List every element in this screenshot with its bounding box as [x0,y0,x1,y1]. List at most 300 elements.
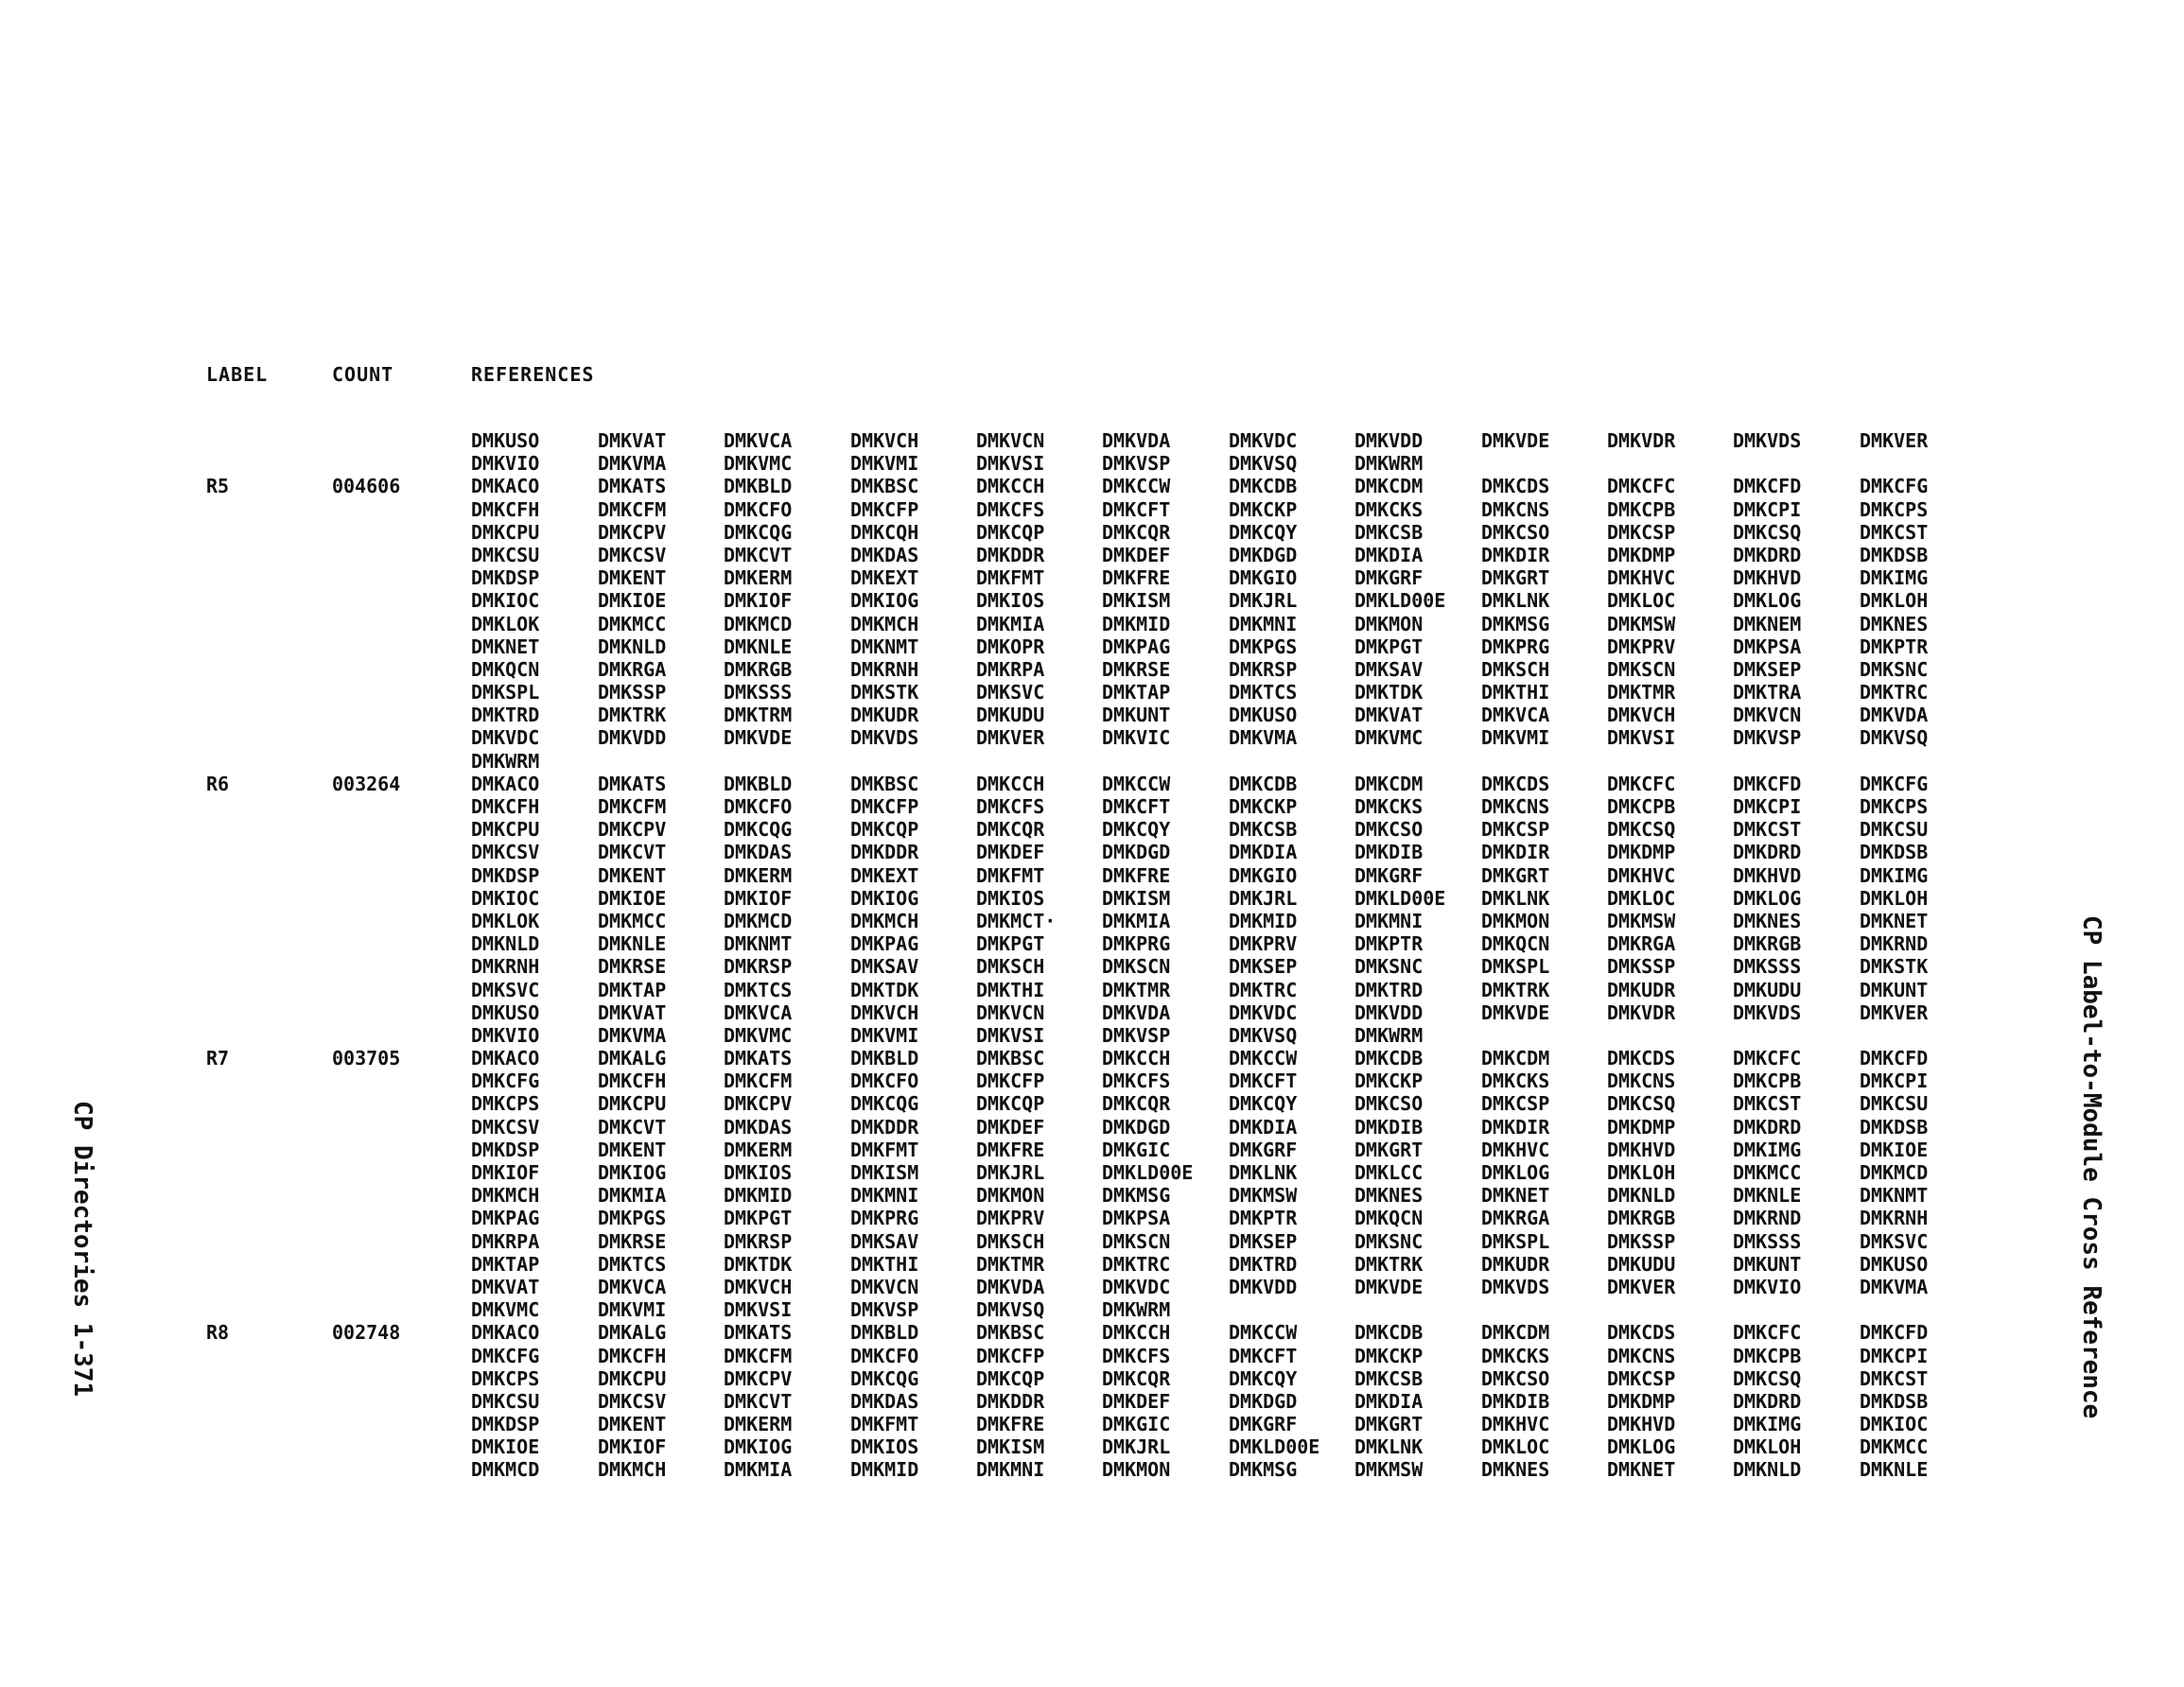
module-reference: DMKCPB [1733,1344,1802,1367]
module-reference: DMKMSG [1102,1184,1171,1208]
module-reference: DMKVSQ [1229,1023,1298,1047]
module-reference: DMKGRF [1229,1413,1298,1436]
module-reference: DMKMCH [850,612,919,635]
module-reference: DMKLOG [1733,589,1802,613]
module-reference: DMKNLD [471,932,540,956]
table-row [0,1047,2184,1070]
module-reference: DMKVDA [976,1275,1045,1298]
module-reference: DMKCST [1860,1366,1929,1390]
module-reference: DMKDSB [1860,1389,1929,1413]
module-reference: DMKMSW [1354,1458,1424,1482]
module-reference: DMKQCN [1354,1207,1424,1230]
module-reference: DMKCPB [1607,497,1676,521]
module-reference: DMKTCS [724,978,793,1001]
module-reference: DMKIOE [471,1435,540,1459]
module-reference: DMKDEF [976,841,1045,864]
module-reference: DMKPAG [471,1207,540,1230]
module-reference: DMKNES [1481,1458,1550,1482]
module-reference: DMKDSP [471,566,540,590]
module-reference: DMKPSA [1102,1207,1171,1230]
module-reference: DMKRSP [1229,657,1298,681]
module-reference: DMKLOG [1481,1161,1550,1184]
module-reference: DMKIMG [1733,1138,1802,1161]
module-reference: DMKDIB [1354,841,1424,864]
module-reference: DMKQCN [471,657,540,681]
module-reference: DMKBSC [976,1321,1045,1345]
module-reference: DMKGIO [1229,863,1298,887]
module-reference: DMKCFC [1733,1321,1802,1345]
module-reference: DMKNES [1733,909,1802,932]
module-reference: DMKVDE [724,726,793,750]
table-row [0,704,2184,726]
module-reference: DMKHVC [1481,1413,1550,1436]
module-reference: DMKCSU [1860,818,1929,842]
module-reference: DMKTMR [1607,681,1676,704]
module-reference: DMKCFT [1229,1344,1298,1367]
module-reference: DMKSNC [1354,1229,1424,1253]
module-reference: DMKVSI [976,452,1045,476]
module-reference: DMKLOG [1607,1435,1676,1459]
module-reference: DMKCQY [1229,520,1298,544]
module-reference: DMKERM [724,863,793,887]
module-reference: DMKBLD [724,772,793,795]
module-reference: DMKCQG [850,1092,919,1116]
module-reference: DMKCQR [1102,1092,1171,1116]
module-reference: DMKCDM [1481,1047,1550,1070]
module-reference: DMKIOE [598,886,667,910]
table-row [0,681,2184,704]
module-reference: DMKSPL [471,681,540,704]
module-reference: DMKISM [850,1161,919,1184]
module-reference: DMKCSB [1354,520,1424,544]
references-column-header: REFERENCES [471,363,595,386]
module-reference: DMKVER [1607,1275,1676,1298]
module-reference: DMKBSC [850,475,919,498]
module-reference: DMKSEP [1733,657,1802,681]
module-reference: DMKOPR [976,635,1045,658]
module-reference: DMKCQY [1229,1366,1298,1390]
module-reference: DMKVDE [1354,1275,1424,1298]
module-reference: DMKCKP [1354,1070,1424,1093]
module-reference: DMKCVT [598,841,667,864]
module-reference: DMKCSQ [1733,520,1802,544]
module-reference: DMKDRD [1733,1389,1802,1413]
module-reference: DMKCPS [471,1092,540,1116]
module-reference: DMKVCH [850,429,919,452]
module-reference: DMKATS [724,1321,793,1345]
module-reference: DMKTAP [1102,681,1171,704]
module-reference: DMKCQR [1102,1366,1171,1390]
row-label: R8 [206,1321,230,1345]
module-reference: DMKENT [598,1413,667,1436]
module-reference: DMKVAT [471,1275,540,1298]
module-reference: DMKVMC [724,452,793,476]
module-reference: DMKTDK [1354,681,1424,704]
table-row [0,544,2184,566]
module-reference: DMKSTK [1860,955,1929,979]
module-reference: DMKVSQ [1229,452,1298,476]
module-reference: DMKMIA [724,1458,793,1482]
module-reference: DMKNLE [724,635,793,658]
module-reference: DMKRSE [598,1229,667,1253]
module-reference: DMKATS [598,475,667,498]
module-reference: DMKGRT [1354,1413,1424,1436]
module-reference: DMKCKS [1481,1070,1550,1093]
table-row [0,932,2184,955]
module-reference: DMKVDD [598,726,667,750]
module-reference: DMKPTR [1354,932,1424,956]
module-reference: DMKIMG [1860,566,1929,590]
module-reference: DMKCQH [850,520,919,544]
table-row [0,613,2184,635]
module-reference: DMKSSP [598,681,667,704]
module-reference: DMKDAS [724,1115,793,1139]
table-row [0,1321,2184,1344]
module-reference: DMKSSP [1607,955,1676,979]
module-reference: DMKSEP [1229,1229,1298,1253]
module-reference: DMKCDB [1229,772,1298,795]
module-reference: DMKHVD [1733,566,1802,590]
module-reference: DMKPRG [1481,635,1550,658]
module-reference: DMKMON [976,1184,1045,1208]
module-reference: DMKCPU [471,520,540,544]
module-reference: DMKSVC [471,978,540,1001]
module-reference: DMKDEF [1102,1389,1171,1413]
module-reference: DMKMNI [976,1458,1045,1482]
module-reference: DMKSPL [1481,1229,1550,1253]
module-reference: DMKCPV [724,1366,793,1390]
module-reference: DMKLOG [1733,886,1802,910]
module-reference: DMKENT [598,566,667,590]
module-reference: DMKMON [1354,612,1424,635]
module-reference: DMKDSB [1860,841,1929,864]
module-reference: DMKCDB [1229,475,1298,498]
module-reference: DMKRPA [976,657,1045,681]
module-reference: DMKDMP [1607,1115,1676,1139]
table-row [0,589,2184,612]
module-reference: DMKIOF [471,1161,540,1184]
module-reference: DMKVMI [598,1298,667,1322]
module-reference: DMKVSI [976,1023,1045,1047]
table-row [0,864,2184,887]
module-reference: DMKVCH [850,1000,919,1024]
module-reference: DMKNLE [1733,1184,1802,1208]
module-reference: DMKVDR [1607,1000,1676,1024]
module-reference: DMKUDR [850,704,919,727]
module-reference: DMKDIA [1354,543,1424,566]
module-reference: DMKDSB [1860,543,1929,566]
module-reference: DMKLOH [1733,1435,1802,1459]
module-reference: DMKCCH [1102,1047,1171,1070]
module-reference: DMKCFD [1733,475,1802,498]
module-reference: DMKPTR [1860,635,1929,658]
module-reference: DMKCPB [1733,1070,1802,1093]
module-reference: DMKTRK [598,704,667,727]
module-reference: DMKCDM [1354,475,1424,498]
module-reference: DMKDIR [1481,841,1550,864]
module-reference: DMKISM [976,1435,1045,1459]
module-reference: DMKRGA [1607,932,1676,956]
module-reference: DMKCFP [850,497,919,521]
module-reference: DMKVDC [1229,429,1298,452]
module-reference: DMKLNK [1481,886,1550,910]
module-reference: DMKDRD [1733,543,1802,566]
module-reference: DMKLNK [1481,589,1550,613]
module-reference: DMKCSQ [1733,1366,1802,1390]
module-reference: DMKCPU [471,818,540,842]
module-reference: DMKVMI [850,452,919,476]
module-reference: DMKLOC [1481,1435,1550,1459]
module-reference: DMKPSA [1733,635,1802,658]
module-reference: DMKWRM [1354,452,1424,476]
module-reference: DMKMON [1481,909,1550,932]
module-reference: DMKVDS [1733,1000,1802,1024]
module-reference: DMKTMR [976,1252,1045,1276]
module-reference: DMKCFS [976,497,1045,521]
module-reference: DMKCFH [471,795,540,818]
row-count: 003264 [332,772,401,795]
module-reference: DMKCPU [598,1092,667,1116]
module-reference: DMKRSE [598,955,667,979]
module-reference: DMKMON [1102,1458,1171,1482]
module-reference: DMKACO [471,772,540,795]
module-reference: DMKPAG [1102,635,1171,658]
module-reference: DMKRNH [1860,1207,1929,1230]
module-reference: DMKVDA [1860,704,1929,727]
row-label: R5 [206,475,230,498]
module-reference: DMKSSS [1733,1229,1802,1253]
row-count: 003705 [332,1047,401,1070]
module-reference: DMKUNT [1733,1252,1802,1276]
module-reference: DMKMCD [471,1458,540,1482]
module-reference: DMKHVD [1607,1138,1676,1161]
module-reference: DMKIOF [724,589,793,613]
module-reference: DMKDRD [1733,1115,1802,1139]
module-reference: DMKIOS [976,886,1045,910]
module-reference: DMKDGD [1102,1115,1171,1139]
module-reference: DMKCSP [1481,1092,1550,1116]
module-reference: DMKSEP [1229,955,1298,979]
module-reference: DMKRSP [724,955,793,979]
module-reference: DMKLD00E [1354,589,1446,613]
module-reference: DMKNMT [1860,1184,1929,1208]
module-reference: DMKRSP [724,1229,793,1253]
module-reference: DMKSSS [724,681,793,704]
module-reference: DMKCDB [1354,1321,1424,1345]
module-reference: DMKPAG [850,932,919,956]
table-row [0,1367,2184,1390]
module-reference: DMKCFP [850,795,919,818]
module-reference: DMKGRT [1481,863,1550,887]
module-reference: DMKMCT· [976,909,1057,932]
module-reference: DMKUDR [1481,1252,1550,1276]
module-reference: DMKVDC [1102,1275,1171,1298]
module-reference: DMKJRL [1102,1435,1171,1459]
module-reference: DMKTRD [471,704,540,727]
module-reference: DMKMCC [598,909,667,932]
module-reference: DMKGIC [1102,1138,1171,1161]
module-reference: DMKCNS [1481,497,1550,521]
module-reference: DMKCVT [724,543,793,566]
module-reference: DMKPRV [1229,932,1298,956]
module-reference: DMKMSW [1607,612,1676,635]
module-reference: DMKCCH [976,475,1045,498]
module-reference: DMKPGS [598,1207,667,1230]
module-reference: DMKUSO [471,1000,540,1024]
module-reference: DMKMNI [1354,909,1424,932]
module-reference: DMKWRM [1102,1298,1171,1322]
module-reference: DMKUSO [1860,1252,1929,1276]
module-reference: DMKPRV [1607,635,1676,658]
module-reference: DMKDSP [471,1413,540,1436]
module-reference: DMKVDS [1481,1275,1550,1298]
module-reference: DMKATS [724,1047,793,1070]
module-reference: DMKGIC [1102,1413,1171,1436]
module-reference: DMKIOS [850,1435,919,1459]
module-reference: DMKCFC [1607,475,1676,498]
module-reference: DMKCKP [1229,795,1298,818]
module-reference: DMKDEF [1102,543,1171,566]
module-reference: DMKLOH [1607,1161,1676,1184]
module-reference: DMKLNK [1354,1435,1424,1459]
module-reference: DMKCSQ [1607,818,1676,842]
module-reference: DMKCKS [1354,497,1424,521]
module-reference: DMKCQP [976,520,1045,544]
module-reference: DMKCPV [724,1092,793,1116]
module-reference: DMKIOC [471,589,540,613]
module-reference: DMKCFG [471,1070,540,1093]
module-reference: DMKTDK [850,978,919,1001]
label-column-header: LABEL [206,363,269,386]
table-row [0,1139,2184,1161]
module-reference: DMKERM [724,1138,793,1161]
module-reference: DMKNLE [598,932,667,956]
module-reference: DMKCPV [598,520,667,544]
module-reference: DMKACO [471,475,540,498]
module-reference: DMKCPS [1860,497,1929,521]
module-reference: DMKTRC [1102,1252,1171,1276]
module-reference: DMKUSO [471,429,540,452]
module-reference: DMKNET [471,635,540,658]
module-reference: DMKSAV [850,1229,919,1253]
module-reference: DMKRND [1733,1207,1802,1230]
module-reference: DMKMID [1102,612,1171,635]
module-reference: DMKDDR [976,1389,1045,1413]
table-row [0,1230,2184,1253]
table-row [0,795,2184,818]
module-reference: DMKCST [1733,818,1802,842]
module-reference: DMKCSV [471,841,540,864]
module-reference: DMKMCH [471,1184,540,1208]
module-reference: DMKVCN [976,1000,1045,1024]
module-reference: DMKRNH [850,657,919,681]
module-reference: DMKVDA [1102,1000,1171,1024]
module-reference: DMKSCN [1102,1229,1171,1253]
module-reference: DMKLOK [471,612,540,635]
module-reference: DMKUDR [1607,978,1676,1001]
module-reference: DMKHVC [1607,863,1676,887]
module-reference: DMKVDE [1481,1000,1550,1024]
table-row [0,521,2184,544]
table-row [0,750,2184,773]
module-reference: DMKDSP [471,863,540,887]
table-row [0,452,2184,475]
module-reference: DMKDIR [1481,1115,1550,1139]
module-reference: DMKCKP [1229,497,1298,521]
module-reference: DMKQCN [1481,932,1550,956]
module-reference: DMKCFM [724,1344,793,1367]
module-reference: DMKUSO [1229,704,1298,727]
module-reference: DMKCSP [1607,520,1676,544]
module-reference: DMKVDS [1733,429,1802,452]
module-reference: DMKRPA [471,1229,540,1253]
module-reference: DMKNES [1860,612,1929,635]
module-reference: DMKNEM [1733,612,1802,635]
module-reference: DMKVMA [1229,726,1298,750]
module-reference: DMKVSI [1607,726,1676,750]
module-reference: DMKPGT [724,1207,793,1230]
module-reference: DMKCSV [471,1115,540,1139]
module-reference: DMKMCD [724,909,793,932]
module-reference: DMKJRL [1229,886,1298,910]
module-reference: DMKVDD [1354,1000,1424,1024]
module-reference: DMKSCN [1102,955,1171,979]
module-reference: DMKCKP [1354,1344,1424,1367]
module-reference: DMKUNT [1102,704,1171,727]
module-reference: DMKPGS [1229,635,1298,658]
module-reference: DMKSCH [976,1229,1045,1253]
module-reference: DMKDSP [471,1138,540,1161]
module-reference: DMKVCA [724,429,793,452]
module-reference: DMKCPI [1733,497,1802,521]
table-row [0,841,2184,863]
module-reference: DMKCCW [1229,1321,1298,1345]
module-reference: DMKVDD [1229,1275,1298,1298]
module-reference: DMKVSP [1733,726,1802,750]
module-reference: DMKDDR [850,1115,919,1139]
module-reference: DMKMCC [1733,1161,1802,1184]
module-reference: DMKTAP [471,1252,540,1276]
module-reference: DMKCSP [1607,1366,1676,1390]
table-row [0,1024,2184,1047]
module-reference: DMKMCD [724,612,793,635]
module-reference: DMKCCW [1229,1047,1298,1070]
row-label: R7 [206,1047,230,1070]
module-reference: DMKVCN [850,1275,919,1298]
table-row [0,1435,2184,1458]
table-row [0,1092,2184,1115]
module-reference: DMKCDM [1481,1321,1550,1345]
row-count: 002748 [332,1321,401,1345]
module-reference: DMKDDR [850,841,919,864]
module-reference: DMKNMT [850,635,919,658]
module-reference: DMKCQP [976,1366,1045,1390]
module-reference: DMKLNK [1229,1161,1298,1184]
module-reference: DMKVCA [724,1000,793,1024]
module-reference: DMKVMA [1860,1275,1929,1298]
module-reference: DMKCQG [850,1366,919,1390]
table-row [0,1253,2184,1276]
module-reference: DMKSSS [1733,955,1802,979]
module-reference: DMKFRE [1102,566,1171,590]
row-label: R6 [206,772,230,795]
module-reference: DMKCCW [1102,772,1171,795]
module-reference: DMKMIA [598,1184,667,1208]
module-reference: DMKVDS [850,726,919,750]
module-reference: DMKIOC [471,886,540,910]
table-row [0,1458,2184,1481]
table-row [0,773,2184,795]
